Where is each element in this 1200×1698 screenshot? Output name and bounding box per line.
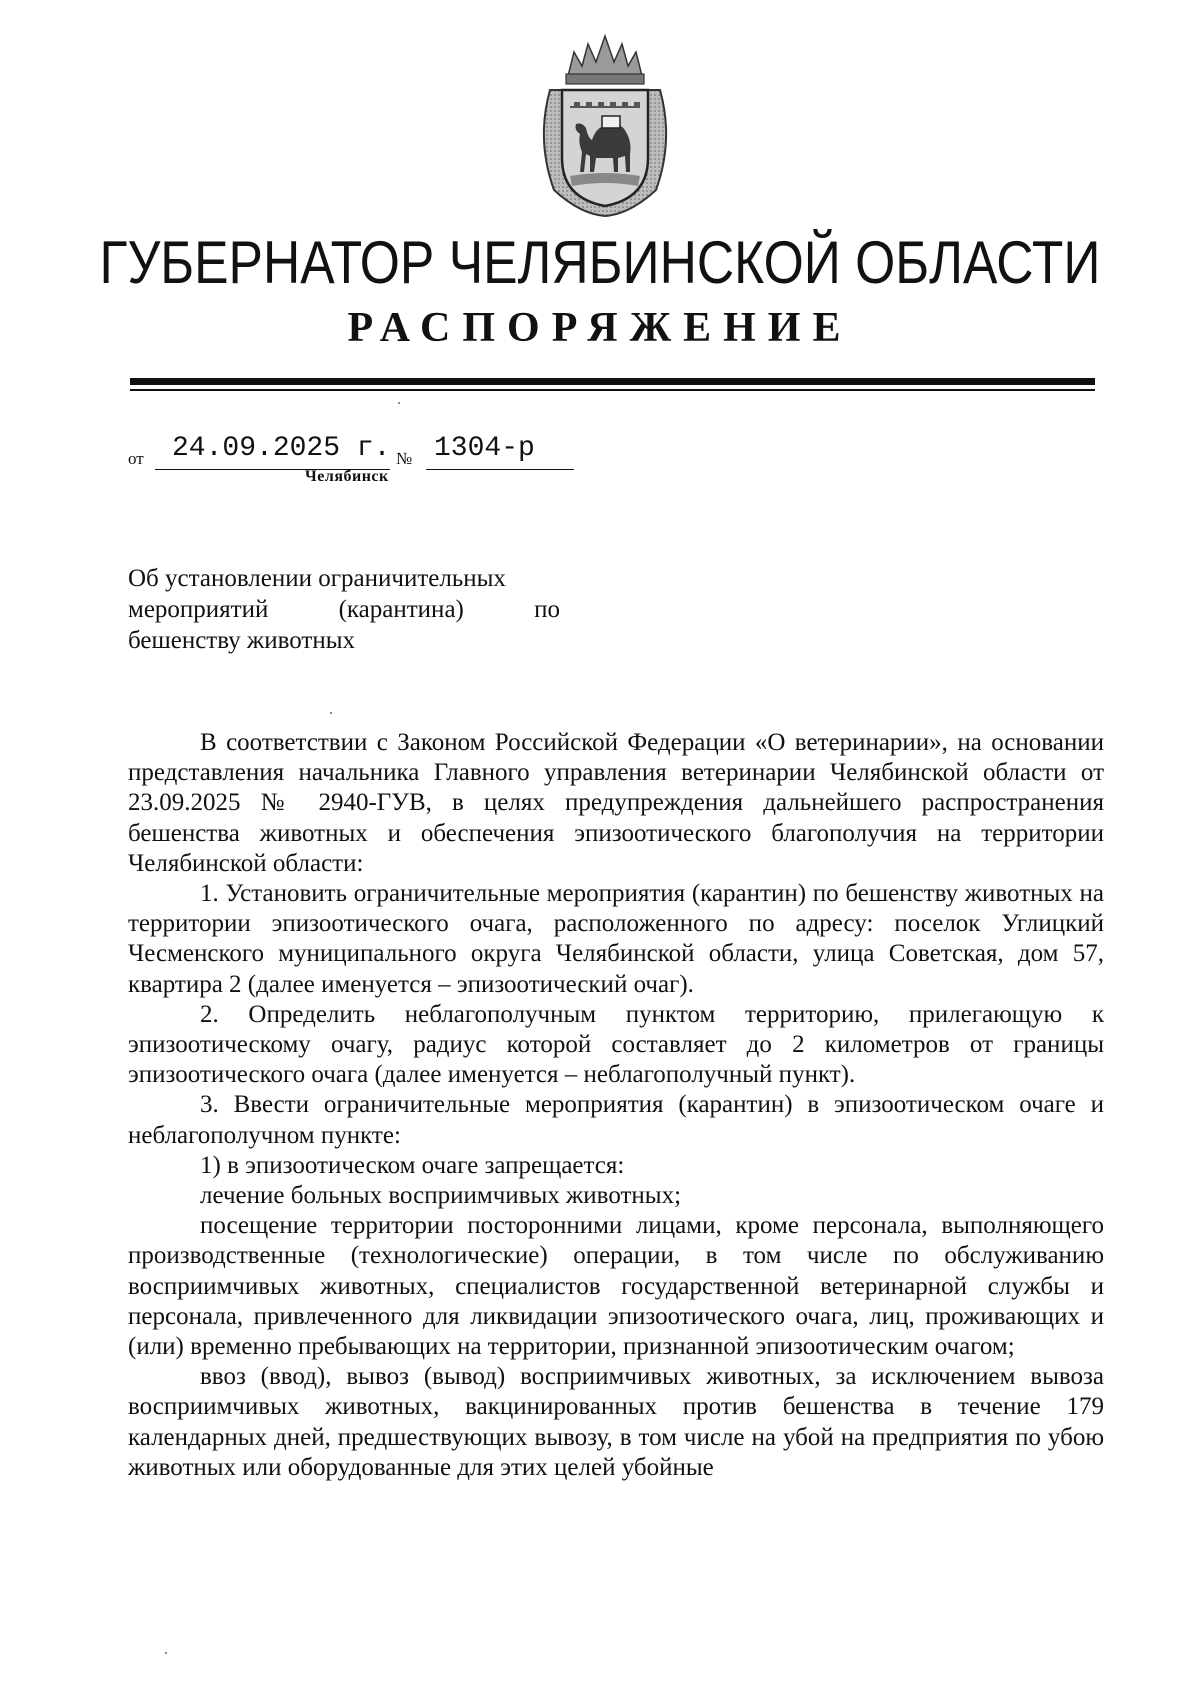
- number-prefix: №: [396, 449, 413, 468]
- city-name: Челябинск: [305, 468, 389, 485]
- scan-speck: [330, 712, 332, 714]
- subject-word: по: [534, 596, 560, 623]
- body-paragraph: ввоз (ввод), вывоз (вывод) восприимчивых животных, за исключением вывоза восприимчивых животных, вакцинированных против бешенства в течение 179 календарных дней, предшествующих вывозу, в том числе на убой на предприятия по убою животных или оборудованные для этих целей убойные: [128, 1363, 1104, 1481]
- date-prefix: от: [128, 449, 144, 468]
- body-paragraph: 3. Ввести ограничительные мероприятия (карантин) в эпизоотическом очаге и неблагополучном пункте:: [128, 1091, 1104, 1149]
- body-paragraph: лечение больных восприимчивых животных;: [200, 1182, 682, 1210]
- subject-line: Об установлении ограничительных: [128, 565, 506, 592]
- document-subject: [128, 563, 560, 656]
- subject-word: мероприятий: [128, 596, 269, 623]
- body-paragraph: 1. Установить ограничительные мероприятия (карантин) по бешенству животных на территории эпизоотического очага, расположенного по адресу: поселок Углицкий Чесменского муниципального округа Челябинской области, улица Советская, дом 57, квартира 2 (далее именуется – эпизоотический очаг).: [128, 880, 1104, 998]
- subject-line: бешенству животных: [128, 627, 355, 654]
- header-rule-thin: [130, 389, 1095, 391]
- document-date: 24.09.2025 г.: [172, 433, 391, 464]
- body-paragraph: посещение территории посторонними лицами, кроме персонала, выполняющего производственные (технологические) операции, в том числе по обслуживанию восприимчивых животных, специалистов государственной ветеринарной службы и персонала, привлеченного для ликвидации эпизоотического очага, лиц, проживающих и (или) временно пребывающих на территории, признанной эпизоотическим очагом;: [128, 1212, 1104, 1361]
- chelyabinsk-coat-of-arms-icon: [530, 30, 680, 220]
- governor-title: ГУБЕРНАТОР ЧЕЛЯБИНСКОЙ ОБЛАСТИ: [99, 229, 1101, 296]
- document-number: 1304-р: [434, 433, 535, 464]
- number-underline: [426, 469, 574, 470]
- body-paragraph: 2. Определить неблагополучным пунктом территорию, прилегающую к эпизоотическому очагу, радиус которой составляет до 2 километров от границы эпизоотического очага (далее именуется – неблагополучный пункт).: [128, 1000, 1104, 1089]
- document-kind: РАСПОРЯЖЕНИЕ: [347, 305, 853, 351]
- header-rule-thick: [130, 378, 1095, 385]
- document-body: [128, 728, 1104, 1483]
- subject-word: (карантина): [338, 596, 464, 623]
- scan-speck: [165, 1652, 167, 1654]
- body-paragraph: В соответствии с Законом Российской Федерации «О ветеринарии», на основании представления начальника Главного управления ветеринарии Челябинской области от 23.09.2025 № 2940-ГУВ, в целях предупреждения дальнейшего распространения бешенства животных и обеспечения эпизоотического благополучия на территории Челябинской области:: [128, 729, 1104, 877]
- scan-speck: [398, 402, 400, 404]
- body-paragraph: 1) в эпизоотическом очаге запрещается:: [200, 1151, 625, 1179]
- subject-line: [128, 594, 560, 625]
- date-number-line: [128, 433, 588, 473]
